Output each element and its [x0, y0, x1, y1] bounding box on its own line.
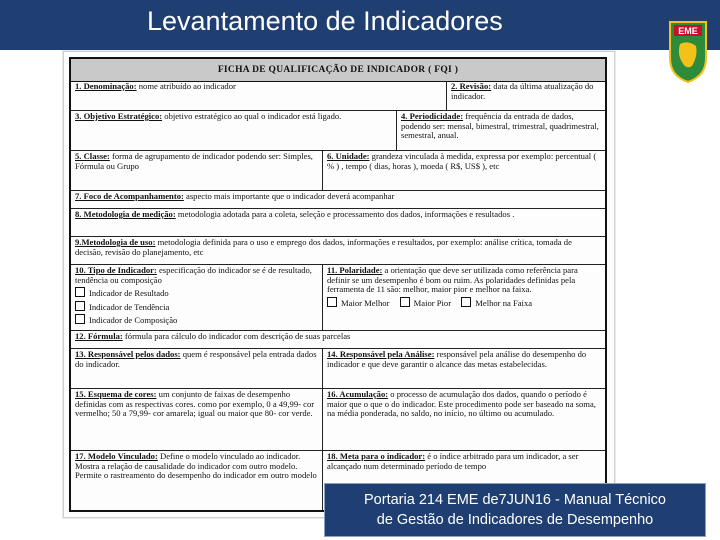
field-denominacao: 1. Denominação: nome atribuído ao indicador	[71, 81, 447, 111]
field-metodologia-uso: 9.Metodologia de uso: metodologia definida para o uso e emprego dos dados, informações e resultados, por exemplo: análise crítica, tomada de decisão, revisão do planejamento, etc	[71, 237, 605, 265]
checkbox-icon[interactable]	[461, 297, 471, 307]
option-resultado[interactable]: Indicador de Resultado	[75, 287, 318, 299]
option-composicao[interactable]: Indicador de Composição	[75, 314, 318, 326]
checkbox-icon[interactable]	[327, 297, 337, 307]
field-esquema-cores: 15. Esquema de cores: um conjunto de faixas de desempenho definidas com as respectivas cores. como por exemplo, 0 a 49,99- cor vermelho; 50 a 79,99- cor amarela; igual ou maior que 80- cor verde.	[71, 389, 323, 451]
option-tendencia[interactable]: Indicador de Tendência	[75, 301, 318, 313]
checkbox-icon[interactable]	[75, 301, 85, 311]
field-responsavel-analise: 14. Responsável pela Análise: responsável pela análise do desempenho do indicador e que deve garantir o alcance das metas estabelecidas.	[323, 349, 605, 389]
checkbox-icon[interactable]	[75, 314, 85, 324]
field-meta: 18. Meta para o indicador: é o índice arbitrado para um indicador, a ser alcançado num determinado período de tempo	[327, 451, 579, 471]
caption-line-1: Portaria 214 EME de7JUN16 - Manual Técnico	[364, 492, 666, 508]
field-responsavel-dados: 13. Responsável pelos dados: quem é responsável pela entrada dados do indicador.	[71, 349, 323, 389]
svg-text:EME: EME	[678, 26, 698, 36]
field-formula: 12. Fórmula: fórmula para cálculo do indicador com descrição de suas parcelas	[71, 331, 605, 349]
field-periodicidade: 4. Periodicidade: frequência da entrada de dados, podendo ser: mensal, bimestral, trimestral, quadrimestral, semestral, anual.	[397, 111, 605, 151]
field-tipo-indicador: 10. Tipo de Indicador: especificação do indicador se é de resultado, tendência ou composição Indicador de Resultado Indicador de Tendência Indicador de Composição	[71, 265, 323, 331]
checkbox-icon[interactable]	[75, 287, 85, 297]
qualification-form	[69, 57, 607, 512]
eme-shield-logo	[666, 20, 710, 84]
field-objetivo: 3. Objetivo Estratégico: objetivo estratégico ao qual o indicador está ligado.	[71, 111, 397, 151]
field-acumulacao: 16. Acumulação: o processo de acumulação dos dados, quando o período é maior que o que o do indicador. Este procedimento pode ser baseado na soma, na média ponderada, no saldo, no início, no último ou acumulado.	[323, 389, 605, 451]
checkbox-icon[interactable]	[400, 297, 410, 307]
form-image	[63, 51, 615, 518]
slide-title: Levantamento de Indicadores	[147, 6, 503, 36]
field-modelo-vinculado: 17. Modelo Vinculado: Define o modelo vinculado ao indicador. Mostra a relação de causalidade do indicador com outro modelo. Permite o rastreamento do desempenho do indicador em outro modelo	[71, 451, 323, 510]
form-heading: FICHA DE QUALIFICAÇÃO DE INDICADOR ( FQI )	[71, 59, 605, 82]
field-metodologia-medicao: 8. Metodologia de medição: metodologia adotada para a coleta, seleção e processamento dos dados, informações e resultados .	[71, 209, 605, 237]
field-polaridade: 11. Polaridade: a orientação que deve ser utilizada como referência para definir se um desempenho é bom ou ruim. As polaridades definidas pela ferramenta de 11 são: melhor, maior pior e melhor na faixa. Maior Melhor Maior Pior Melhor na Faixa	[323, 265, 605, 331]
caption-line-2: de Gestão de Indicadores de Desempenho	[376, 512, 654, 528]
field-classe: 5. Classe: forma de agrupamento de indicador podendo ser: Simples, Fórmula ou Grupo	[71, 151, 323, 191]
option-melhor-faixa[interactable]: Melhor na Faixa	[461, 297, 532, 309]
option-maior-melhor[interactable]: Maior Melhor	[327, 297, 389, 309]
option-maior-pior[interactable]: Maior Pior	[400, 297, 451, 309]
field-revisao: 2. Revisão: data da última atualização do indicador.	[447, 81, 605, 111]
source-caption	[324, 483, 706, 537]
field-unidade: 6. Unidade: grandeza vinculada à medida, expressa por exemplo: percentual ( % ) , tempo ( dias, horas ), moeda ( R$, US$ ), etc	[323, 151, 605, 191]
field-foco: 7. Foco de Acompanhamento: aspecto mais importante que o indicador deverá acompanhar	[71, 191, 605, 209]
